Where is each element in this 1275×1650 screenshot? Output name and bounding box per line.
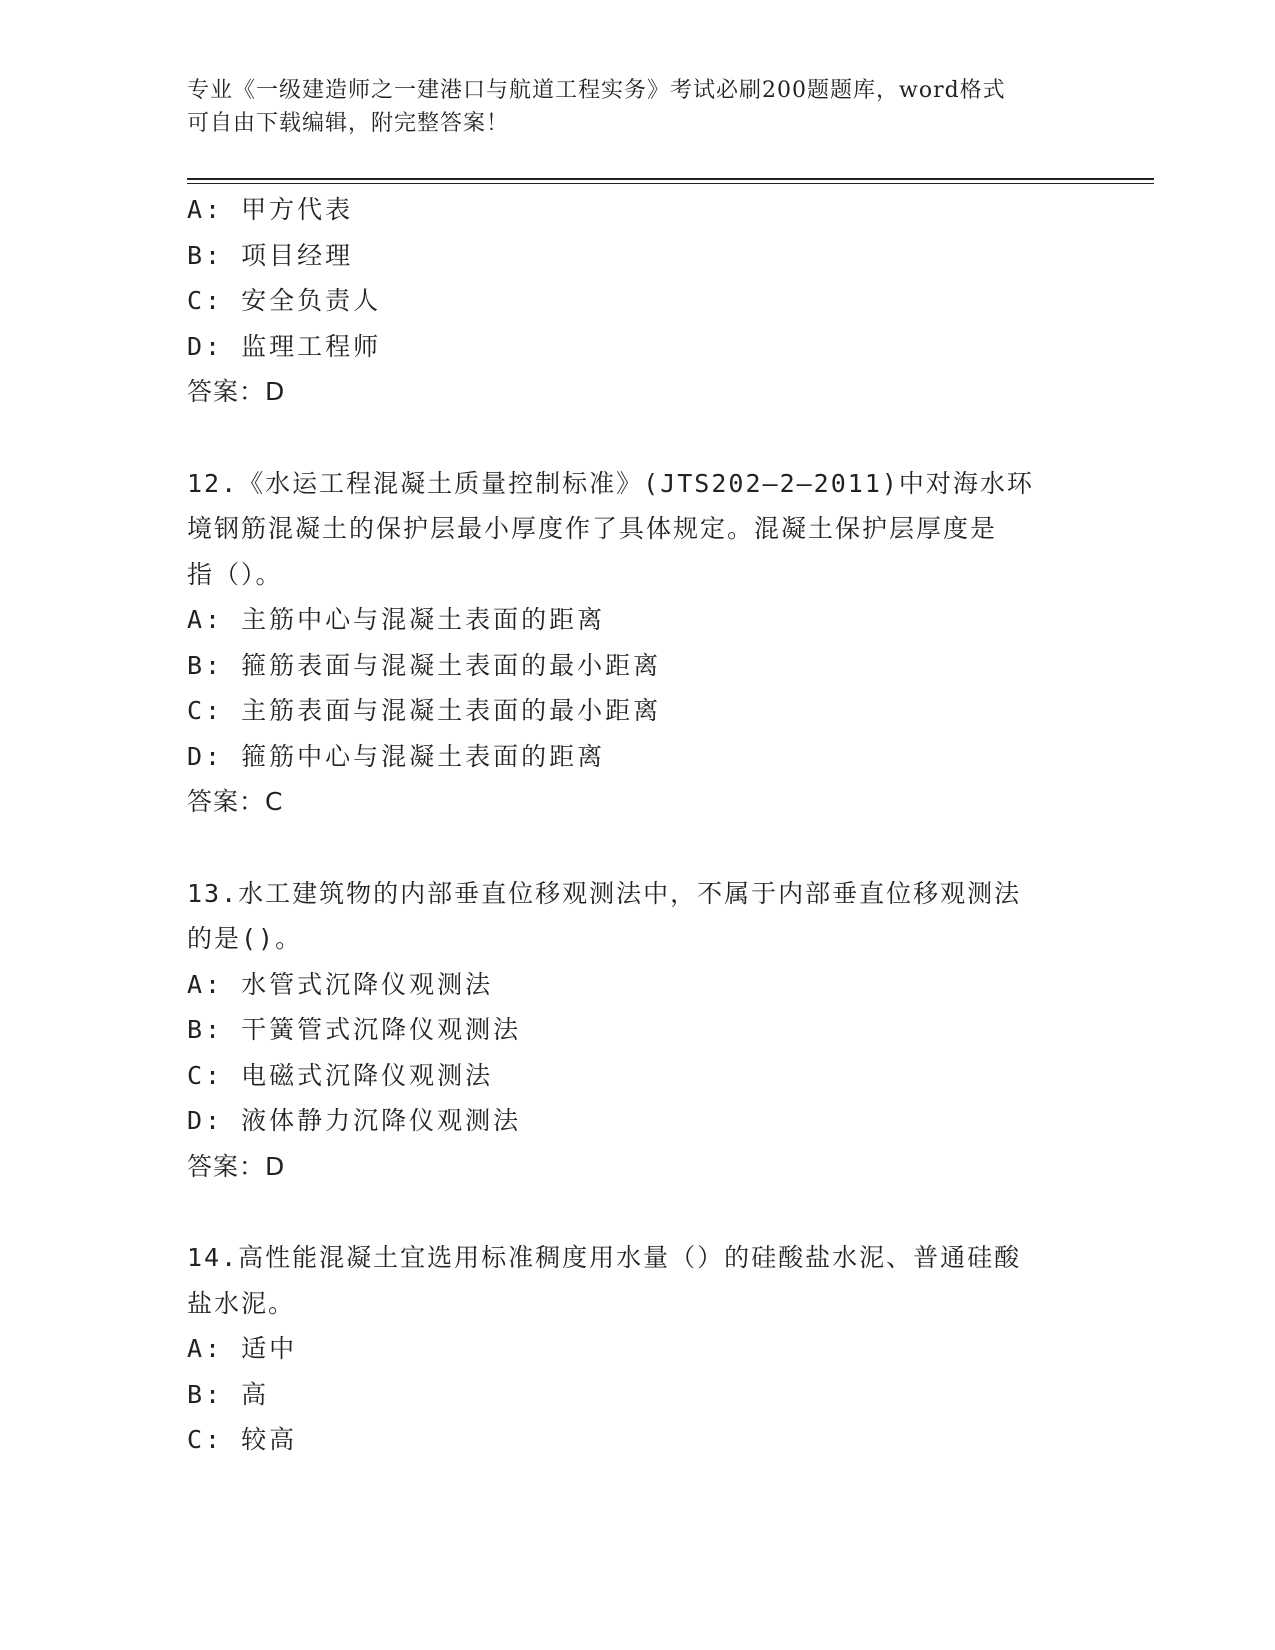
option-a: A: 甲方代表 xyxy=(187,195,354,224)
option-d: D: 箍筋中心与混凝土表面的距离 xyxy=(187,741,606,771)
option-b: B: 高 xyxy=(187,1379,270,1409)
answer: 答案：C xyxy=(187,787,284,816)
question-stem-line: 盐水泥。 xyxy=(187,1288,296,1318)
option-b: B: 箍筋表面与混凝土表面的最小距离 xyxy=(187,650,662,680)
option-d: D: 监理工程师 xyxy=(187,331,382,361)
question-stem-line: 14.高性能混凝土宜选用标准稠度用水量（）的硅酸盐水泥、普通硅酸 xyxy=(187,1243,1022,1272)
question-14 xyxy=(187,1235,1087,1463)
question-13 xyxy=(187,871,1087,1190)
answer: 答案：D xyxy=(187,1151,286,1181)
question-stem-line: 境钢筋混凝土的保护层最小厚度作了具体规定。混凝土保护层厚度是 xyxy=(187,514,998,543)
option-b: B: 项目经理 xyxy=(187,240,354,270)
document-body xyxy=(187,187,1087,1463)
question-stem-line: 的是()。 xyxy=(187,924,303,953)
question-stem-line: 指（）。 xyxy=(187,559,283,589)
spacer xyxy=(187,825,1087,871)
option-b: B: 干簧管式沉降仪观测法 xyxy=(187,1015,522,1044)
option-a: A: 适中 xyxy=(187,1334,298,1363)
question-stem-line: 13.水工建筑物的内部垂直位移观测法中，不属于内部垂直位移观测法 xyxy=(187,878,1022,908)
header-rule-thick xyxy=(187,178,1154,180)
header-line-1: 专业《一级建造师之一建港口与航道工程实务》考试必刷200题题库，word格式 xyxy=(187,78,1006,103)
document-header xyxy=(187,74,1067,140)
option-c: C: 安全负责人 xyxy=(187,286,382,315)
question-11 xyxy=(187,187,1087,415)
spacer xyxy=(187,1189,1087,1235)
option-d: D: 液体静力沉降仪观测法 xyxy=(187,1106,522,1135)
header-line-2: 可自由下载编辑，附完整答案！ xyxy=(187,111,510,136)
option-c: C: 电磁式沉降仪观测法 xyxy=(187,1060,494,1090)
header-rule-thin xyxy=(187,183,1154,184)
option-a: A: 主筋中心与混凝土表面的距离 xyxy=(187,605,606,634)
spacer xyxy=(187,415,1087,461)
question-stem-line: 12.《水运工程混凝土质量控制标准》(JTS202—2—2011)中对海水环 xyxy=(187,468,1034,498)
option-a: A: 水管式沉降仪观测法 xyxy=(187,969,494,999)
question-12 xyxy=(187,461,1087,825)
answer: 答案：D xyxy=(187,377,286,406)
option-c: C: 较高 xyxy=(187,1425,298,1454)
option-c: C: 主筋表面与混凝土表面的最小距离 xyxy=(187,696,662,725)
